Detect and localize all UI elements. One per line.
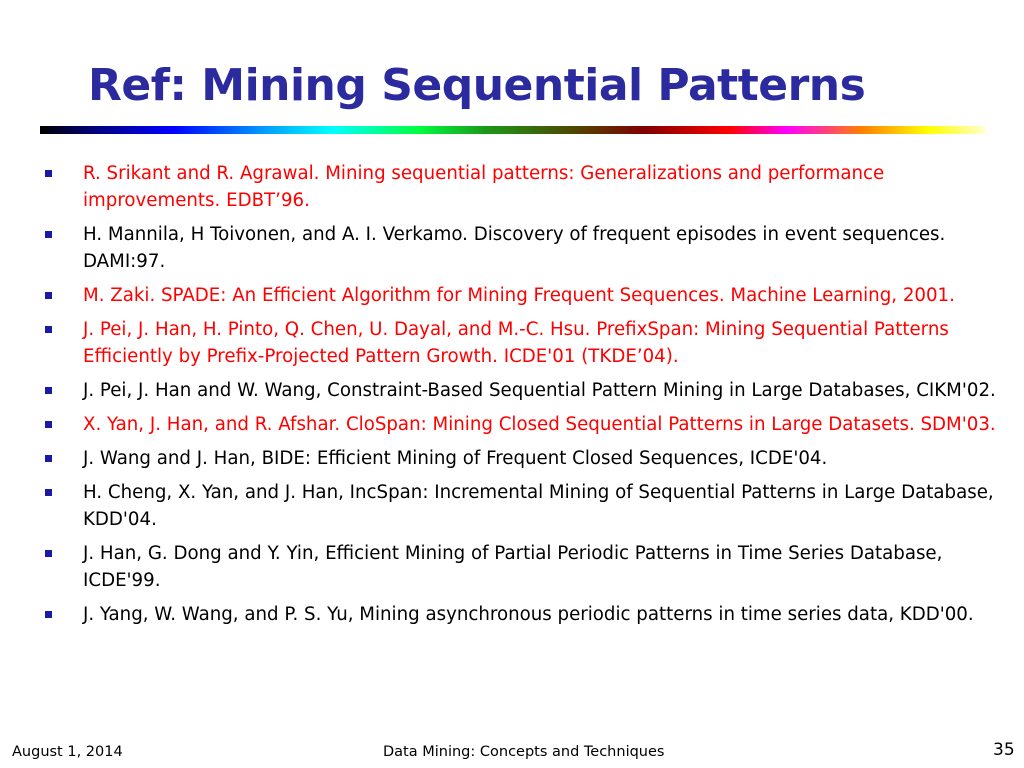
bullet-icon: [45, 326, 52, 333]
reference-text: R. Srikant and R. Agrawal. Mining sequential patterns: Generalizations and performance improvements. EDBT’96.: [83, 163, 885, 211]
title-divider: [40, 126, 985, 134]
reference-item: [45, 601, 1000, 628]
footer-date: August 1, 2014: [12, 744, 123, 760]
reference-item: [45, 316, 1000, 370]
slide-title: Ref: Mining Sequential Patterns: [88, 60, 866, 111]
bullet-icon: [45, 292, 52, 299]
bullet-icon: [45, 489, 52, 496]
reference-item: [45, 377, 1000, 404]
bullet-icon: [45, 231, 52, 238]
bullet-icon: [45, 455, 52, 462]
reference-text: H. Mannila, H Toivonen, and A. I. Verkamo. Discovery of frequent episodes in event sequences. DAMI:97.: [83, 224, 946, 272]
reference-text: J. Yang, W. Wang, and P. S. Yu, Mining asynchronous periodic patterns in time series data, KDD'00.: [83, 604, 974, 625]
reference-list: [45, 160, 1000, 635]
reference-item: [45, 479, 1000, 533]
bullet-icon: [45, 550, 52, 557]
bullet-icon: [45, 170, 52, 177]
bullet-icon: [45, 421, 52, 428]
reference-text: J. Pei, J. Han, H. Pinto, Q. Chen, U. Dayal, and M.-C. Hsu. PrefixSpan: Mining Sequential Patterns Efficiently by Prefix-Projected Pattern Growth. ICDE'01 (TKDE’04).: [83, 319, 949, 367]
footer-course-title: Data Mining: Concepts and Techniques: [383, 744, 665, 760]
reference-text: J. Han, G. Dong and Y. Yin, Efficient Mining of Partial Periodic Patterns in Time Series Database, ICDE'99.: [83, 543, 943, 591]
reference-item: [45, 221, 1000, 275]
reference-text: M. Zaki. SPADE: An Efficient Algorithm for Mining Frequent Sequences. Machine Learning, 2001.: [83, 285, 955, 306]
reference-item: [45, 445, 1000, 472]
page-number: 35: [993, 740, 1015, 760]
reference-item: [45, 411, 1000, 438]
reference-text: J. Wang and J. Han, BIDE: Efficient Mining of Frequent Closed Sequences, ICDE'04.: [83, 448, 828, 469]
bullet-icon: [45, 387, 52, 394]
reference-text: J. Pei, J. Han and W. Wang, Constraint-Based Sequential Pattern Mining in Large Databases, CIKM'02.: [83, 380, 996, 401]
reference-text: H. Cheng, X. Yan, and J. Han, IncSpan: Incremental Mining of Sequential Patterns in Large Database, KDD'04.: [83, 482, 994, 530]
reference-item: [45, 282, 1000, 309]
reference-item: [45, 160, 1000, 214]
bullet-icon: [45, 611, 52, 618]
reference-text: X. Yan, J. Han, and R. Afshar. CloSpan: Mining Closed Sequential Patterns in Large Datasets. SDM'03.: [83, 414, 996, 435]
reference-item: [45, 540, 1000, 594]
